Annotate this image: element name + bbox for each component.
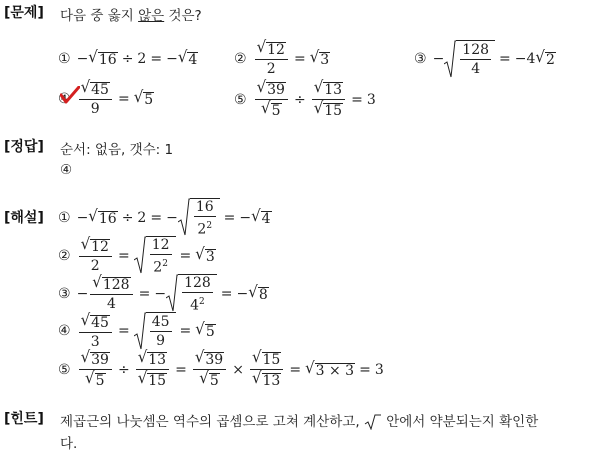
option-3: ③ − $\frac{128}{4}$ = −4 √ 2 [414,42,555,77]
option-5-mark: ⑤ [234,91,247,108]
solution-step-2: ② √ 12 2 = $\frac{12}{2^2}$ = √ 3 [58,234,215,276]
hint-line-1: 제곱근의 나눗셈은 역수의 곱셈으로 고쳐 계산하고, 안에서 약분되는지 확인한 [60,414,539,430]
solution-step-1: ① − √ 16 ÷ 2 = − $\frac{16}{2^2}$ = − √ 4 [58,199,271,238]
option-5: ⑤ √ 39 √ 5 ÷ √ 13 √ 15 = 3 [234,77,376,119]
problem-label: [문제] [4,5,44,21]
checkmark-icon [60,86,80,104]
option-2-mark: ② [234,50,247,67]
answer-line-2: ④ [60,162,73,178]
option-3-mark: ③ [414,51,427,67]
option-4: ④ √ 45 9 = √ 5 [58,77,154,117]
option-1: ① − √ 16 ÷ 2 = − √ 4 [58,47,198,68]
hint-label: [힌트] [4,411,44,427]
radical-sign-icon [364,414,382,430]
question-text: 다음 중 옳지 않은 것은? [60,8,202,24]
solution-step-3: ③ − √ 128 4 = − $\frac{128}{4^2}$ = − √ 8 [58,272,268,314]
solution-step-4: ④ √ 45 3 = $\frac{45}{9}$ = √ 5 [58,309,215,350]
option-1-mark: ① [58,51,71,67]
option-2: ② √ 12 2 = √ 3 [234,37,330,77]
answer-label: [정답] [4,139,44,155]
underlined-word: 않은 [138,8,165,24]
option-4-mark: ④ [58,90,71,107]
answer-line-1: 순서: 없음, 갯수: 1 [60,142,174,158]
solution-step-5: ⑤ √ 39 √ 5 ÷ √ 13 √ 15 = √ 39 √ 5 × √ 15 √ 13 = √ 3 × 3 = 3 [58,347,384,389]
hint-line-2: 다. [60,436,78,452]
solution-label: [해설] [4,210,44,226]
